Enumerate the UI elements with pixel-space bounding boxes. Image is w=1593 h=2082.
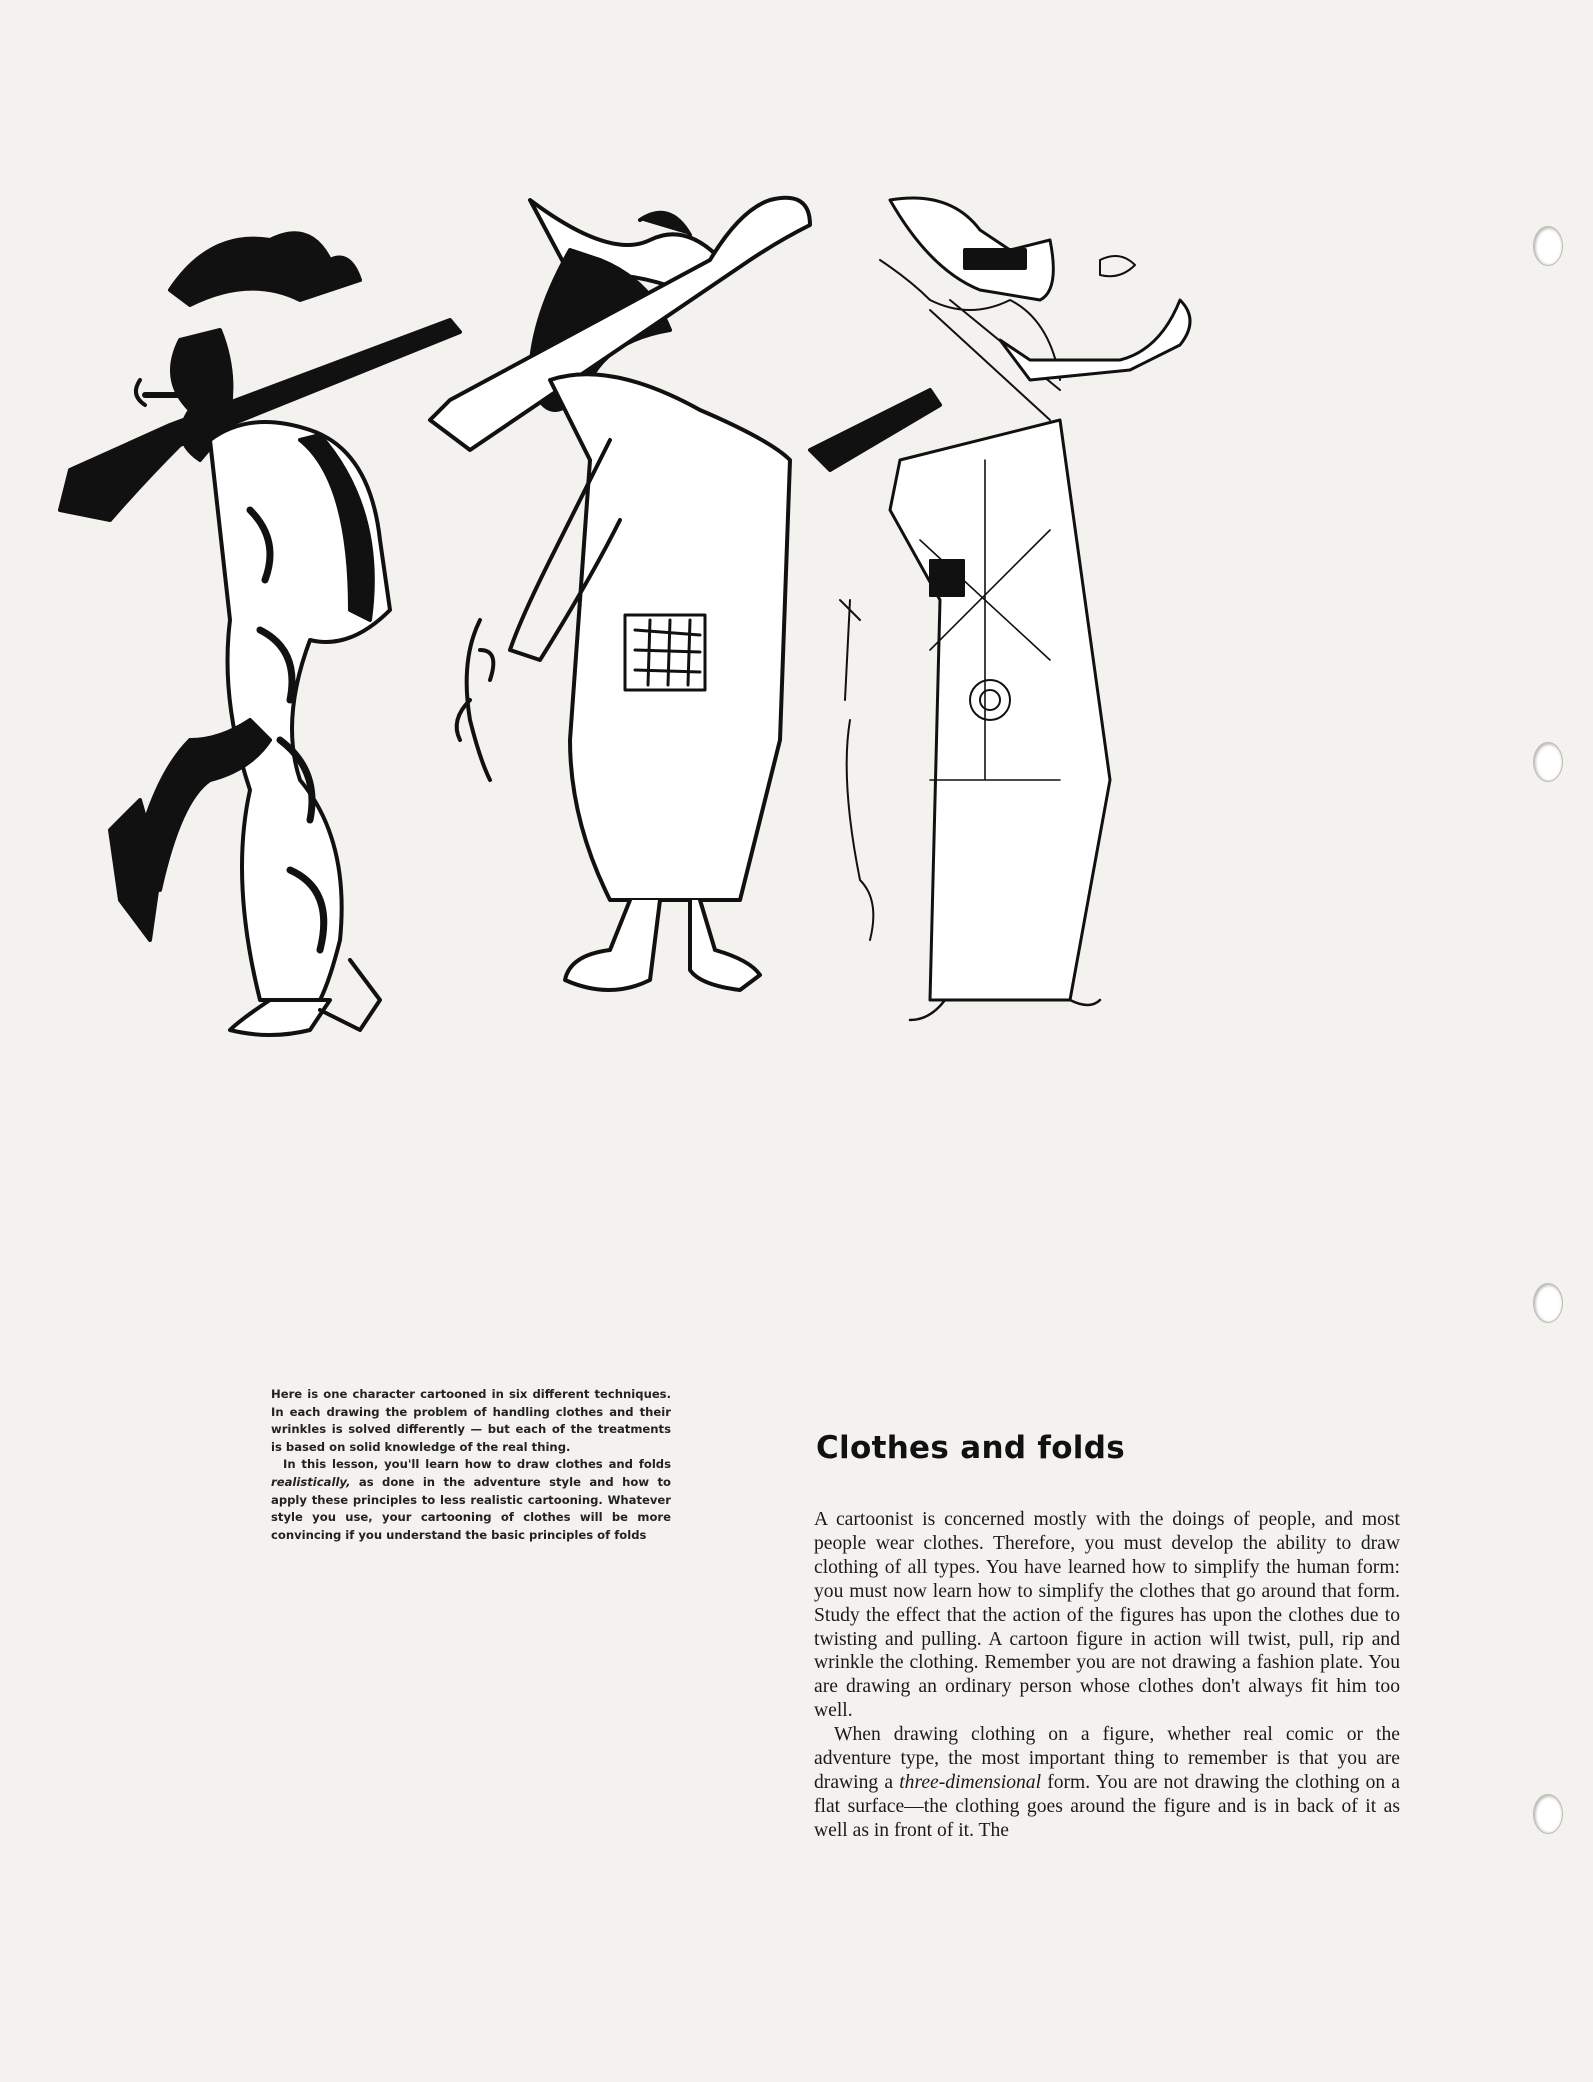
body-paragraph-2 <box>814 1723 1400 1843</box>
caption-emphasis: realistically, <box>271 1474 351 1489</box>
illustration-caption <box>271 1386 671 1544</box>
body-paragraph-1: A cartoonist is concerned mostly with the doings of people, and most people wear clothes. Therefore, you must develop the ability to draw clothing of all types. You have learned how to simplify the human form: you must now learn how to simplify the clothes that go around that form. Study the effect that the action of the figures has upon the clothes due to twisting and pulling. A cartoon figure in action will twist, pull, rip and wrinkle the clothing. Remember you are not drawing a fashion plate. You are drawing an ordinary person whose clothes don't always fit him too well. <box>814 1509 1400 1722</box>
body-text: When drawing clothing on a figure, whether real comic or the adventure type, the most important thing to remember is that you are drawing a <box>814 1724 1400 1793</box>
caption-text-continued: as done in the adventure style and how to apply these principles to less realistic cartooning. Whatever style you use, your cartooning of clothes will be more convincing if you understand the basic principles of folds <box>271 1474 671 1542</box>
hunter-figure-comic <box>430 198 810 990</box>
section-heading: Clothes and folds <box>816 1430 1125 1466</box>
binder-hole-lower <box>1533 1283 1563 1323</box>
binder-hole-middle <box>1533 742 1563 782</box>
article-body <box>814 1508 1400 1843</box>
caption-paragraph-1: Here is one character cartooned in six different techniques. In each drawing the problem of handling clothes and their wrinkles is solved differently — but each of the treatments is based on solid knowledge of the real thing. <box>271 1387 671 1454</box>
hunter-figure-realistic <box>60 233 460 1035</box>
body-text-continued: form. You are not drawing the clothing on a flat surface—the clothing goes around the figure and is in back of it as well as in front of it. The <box>814 1771 1401 1841</box>
body-emphasis: three-dimensional <box>899 1771 1042 1793</box>
binder-hole-top <box>1533 226 1563 266</box>
caption-paragraph-2 <box>271 1456 671 1544</box>
hunter-figure-stylized <box>810 198 1190 1020</box>
binder-hole-bottom <box>1533 1794 1563 1834</box>
caption-text: In this lesson, you'll learn how to draw clothes and folds <box>283 1457 671 1472</box>
cartoon-illustration <box>50 180 1550 1350</box>
